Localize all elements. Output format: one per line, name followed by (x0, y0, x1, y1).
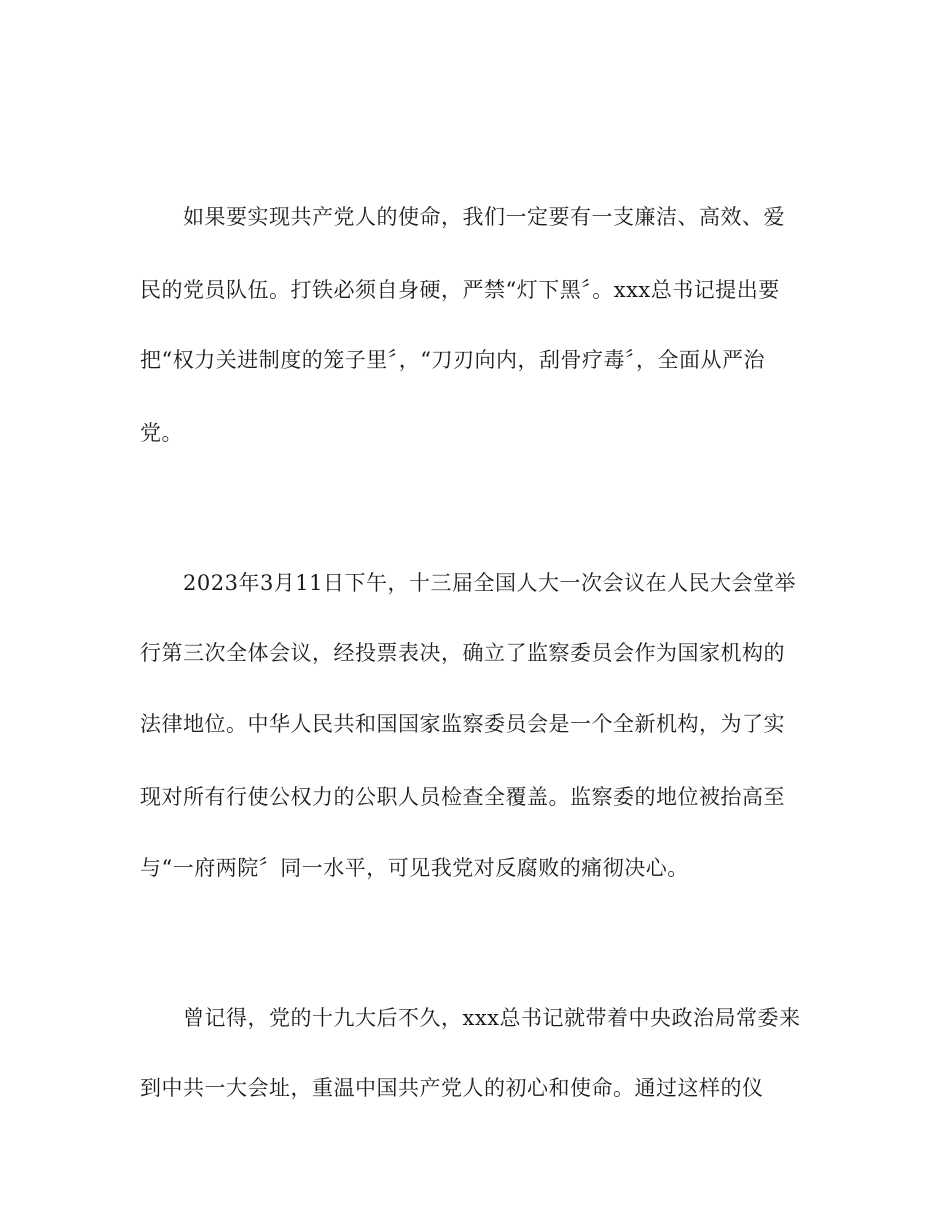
paragraph-3-line-1: 曾记得，党的十九大后不久，xxx总书记就带着中央政治局常委来 (183, 1006, 801, 1030)
paragraph-3-line-2: 到中共一大会址，重温中国共产党人的初心和使命。通过这样的仪 (140, 1076, 764, 1100)
paragraph-1-line-1: 如果要实现共产党人的使命，我们一定要有一支廉洁、高效、爱 (183, 205, 785, 229)
paragraph-1-line-3: 把“权力关进制度的笼子里〞，“刀刃向内，刮骨疗毒〞，全面从严治 (140, 348, 765, 372)
paragraph-2-line-4: 现对所有行使公权力的公职人员检查全覆盖。监察委的地位被抬高至 (140, 785, 785, 809)
paragraph-2-line-2: 行第三次全体会议，经投票表决，确立了监察委员会作为国家机构的 (140, 641, 785, 665)
paragraph-2-line-5: 与“一府两院〞同一水平，可见我党对反腐败的痛彻决心。 (140, 856, 689, 880)
paragraph-2-line-3: 法律地位。中华人民共和国国家监察委员会是一个全新机构，为了实 (140, 712, 785, 736)
paragraph-2-line-1: 2023年3月11日下午，十三届全国人大一次会议在人民大会堂举 (183, 571, 797, 595)
paragraph-1-line-2: 民的党员队伍。打铁必须自身硬，严禁“灯下黑〞。xxx总书记提出要 (140, 278, 780, 302)
paragraph-1-line-4: 党。 (140, 421, 183, 445)
